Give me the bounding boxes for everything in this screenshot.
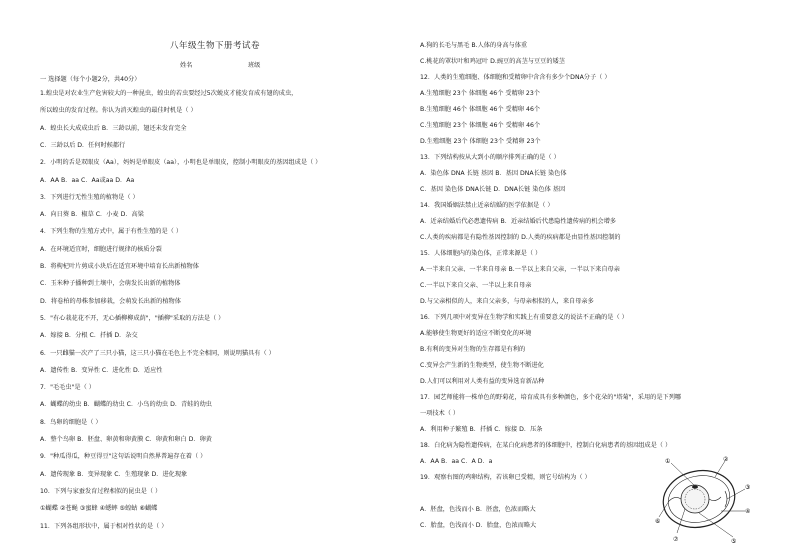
right-text-line: 19．观察右图的鸡卵结构，若该卵已受精，则它号结构为（ ） xyxy=(420,474,591,481)
left-text-line: 9．"种瓜得瓜，种豆得豆"这句话说明自然界普遍存在着（ ） xyxy=(40,453,207,461)
class-label: 班级 xyxy=(248,62,261,69)
right-text-line: D.与父亲相似的人，来自父亲多，与母亲相似的人，来自母亲多 xyxy=(420,298,594,305)
left-text-line: 3．下列进行无性生殖的植物是（ ） xyxy=(40,193,139,201)
right-text-line: A.一半来自父亲、一半来自母亲 B.一半以上来自父亲，一半以下来自母亲 xyxy=(420,266,620,273)
right-text-line: 12．人类的生殖细胞、体细胞和受精卵中含含有多少个DNA分子（ ） xyxy=(420,74,611,81)
left-text-line: 10．下列与家蚕发育过程相似的昆虫是（ ） xyxy=(40,487,162,495)
left-text-line: 4．下列生物的生殖方式中，属于有性生殖的是（ ） xyxy=(40,228,183,236)
right-text-line: A．染色体 DNA 长链 基因 B．基因 DNA长链 染色体 xyxy=(420,170,567,177)
left-text-line: 8．鸟卵的细胞是（ ） xyxy=(40,418,102,426)
right-text-line: B.生殖细胞 46个 体细胞 46个 受精卵 46个 xyxy=(420,106,541,113)
left-text-line: A．遗传性 B．变异性 C．进化性 D．适应性 xyxy=(40,366,163,374)
right-text-line: A.生殖细胞 23个 体细胞 46个 受精卵 23个 xyxy=(420,90,540,97)
right-text-line: C．胎盘，色浅而小 D．胎盘，色浓而略大 xyxy=(420,522,537,529)
left-text-line: A．向日葵 B．椒草 C．小麦 D．高粱 xyxy=(40,211,144,219)
right-text-line: B.有利的变异对生物的生存都是有利的 xyxy=(420,346,526,353)
right-text-line: A．近亲结婚后代必患遗传病 B．近亲结婚后代患隐性遗传病的机会增多 xyxy=(420,218,617,225)
right-text-line: C．基因 染色体 DNA长链 D．DNA长链 染色体 基因 xyxy=(420,186,566,193)
left-text-line: ①蝴蝶 ②苍蝇 ③蜜蜂 ④蟋蟀 ⑤蝗蛄 ⑥蝴蝶 xyxy=(40,505,158,513)
left-text-line: 5．"有心栽花花不开，无心插柳柳成荫"，"插柳"采取的方法是（ ） xyxy=(40,314,225,322)
diagram-label-5: ⑤ xyxy=(731,538,737,543)
right-text-line: A．胚盘，色浅而小 B．胚盘，色浓而略大 xyxy=(420,506,536,513)
right-text-line: D.人们可以利用对人类有益的变异选育新品种 xyxy=(420,378,545,385)
diagram-label-3: ③ xyxy=(745,484,751,491)
diagram-label-2: ② xyxy=(723,456,729,463)
right-text-line: A.能够使生物更好的适应不断变化的环境 xyxy=(420,330,532,337)
right-text-line: A．AA B．aa C．A D．a xyxy=(420,458,493,465)
right-text-line: A．利用种子繁殖 B．扦插 C．嫁接 D．压条 xyxy=(420,426,543,433)
right-text-line: 14．我国婚姻法禁止近亲结婚的医学依据是（ ） xyxy=(420,202,554,209)
diagram-label-1: ① xyxy=(665,458,671,465)
right-text-line: 15．人体细胞内的染色体，正常来源是（ ） xyxy=(420,250,542,257)
egg-structure-diagram xyxy=(655,455,755,543)
left-text-line: A．整个鸟卵 B．胚盘、卵黄和卵黄膜 C．卵黄和卵白 D．卵黄 xyxy=(40,436,212,443)
diagram-label-7: ⑦ xyxy=(673,536,679,543)
right-text-line: C.人类的疾病都是有隐性基因控制的 D.人类的疾病都是由显性基因控制的 xyxy=(420,234,621,241)
left-text-line: B．将枸杞叶片剪成小块后在适宜环境中培育长出新植物体 xyxy=(40,263,199,270)
left-text-line: 1.蝗虫是对农业生产危害较大的一种昆虫，蝗虫的若虫要经过5次蜕皮才能发育成有翅的成虫， xyxy=(40,90,298,97)
left-text-line: A．蝗虫长大成成虫后 B．三龄以前，翅还未发育完全 xyxy=(40,124,187,132)
right-text-line: C.一半以下来自父亲、一半以上来自母亲 xyxy=(420,282,532,289)
right-text-line: 18．白化病为隐性遗传病，在某白化病患者的体细胞中，控制白化病患者的基因组成是（ ） xyxy=(420,442,672,449)
right-text-line: 13．下列结构按从大到小的顺序排列正确的是（ ） xyxy=(420,154,560,161)
right-text-line: 17．园艺师能将一株单色的野菊花，培育成具有多种颜色，多个花朵的"塔菊"，采用的是下列哪 xyxy=(420,394,682,401)
left-text-line: C．三龄以后 D．任何时候都行 xyxy=(40,141,126,149)
left-text-line: D．将卷柏的母株参加移栽，会萌发长出新的植物体 xyxy=(40,297,181,305)
section-heading: 一 选择题（每个小题2分，共40分） xyxy=(40,76,141,83)
right-text-line: C.生殖细胞 23个 体细胞 46个 受精卵 46个 xyxy=(420,122,541,129)
left-text-line: A．嫁接 B．分根 C．扦插 D．杂交 xyxy=(40,332,138,340)
left-text-line: 2．小明的舌是双眼皮（Aa），妈妈是单眼皮（aa），小明也是单眼皮，控制小明眼皮的基因组成是（ ） xyxy=(40,159,322,167)
left-text-line: C．玉米种子播种到土壤中，会萌发长出新的植物体 xyxy=(40,280,181,288)
left-text-line: 7．"毛毛虫"是（ ） xyxy=(40,384,95,392)
right-text-line: A.狗的长毛与黑毛 B.人体的身高与体重 xyxy=(420,42,528,49)
right-text-line: 一项技术（ ） xyxy=(420,410,460,417)
right-text-line: D.生殖细胞 23个 体细胞 23个 受精卵 23个 xyxy=(420,138,541,145)
left-text-line: 11．下列各组形状中，属于相对性状的是（ ） xyxy=(40,522,168,530)
left-text-line: 6．一只雌猫一次产了三只小猫，这三只小猫在毛色上不完全相同，则说明猫具有（ ） xyxy=(40,349,275,357)
exam-title: 八年级生物下册考试卷 xyxy=(170,41,261,51)
right-text-line: 16．下列几项中对变异在生物学和实践上有重要意义的说法不正确的是（ ） xyxy=(420,314,628,321)
left-text-line: 所以蝗虫的发育过程。你认为消灭蝗虫的最佳时机是（ ） xyxy=(40,107,197,115)
left-text-line: A．蝴蝶的幼虫 B．蝴蝶的幼虫 C．小鸟的幼虫 D．青蛙的幼虫 xyxy=(40,401,212,409)
left-text-line: A．AA B．aa C．Aa或aa D．Aa xyxy=(40,176,135,184)
left-text-line: A．在环境适宜时，细胞进行规律的核质分裂 xyxy=(40,245,162,253)
left-text-line: A．遗传现象 B．变异现象 C．生殖现象 D．进化现象 xyxy=(40,470,188,478)
right-text-line: C.变异会产生新的生物类型，使生物不断进化 xyxy=(420,362,544,369)
diagram-label-4: ④ xyxy=(745,508,751,515)
right-text-line: C.桃花的罩状叶和鸡冠叶 D.豌豆的高茎与豆豆的矮茎 xyxy=(420,58,565,65)
name-label: 姓名 xyxy=(180,62,193,69)
diagram-label-6: ⑥ xyxy=(655,518,661,525)
